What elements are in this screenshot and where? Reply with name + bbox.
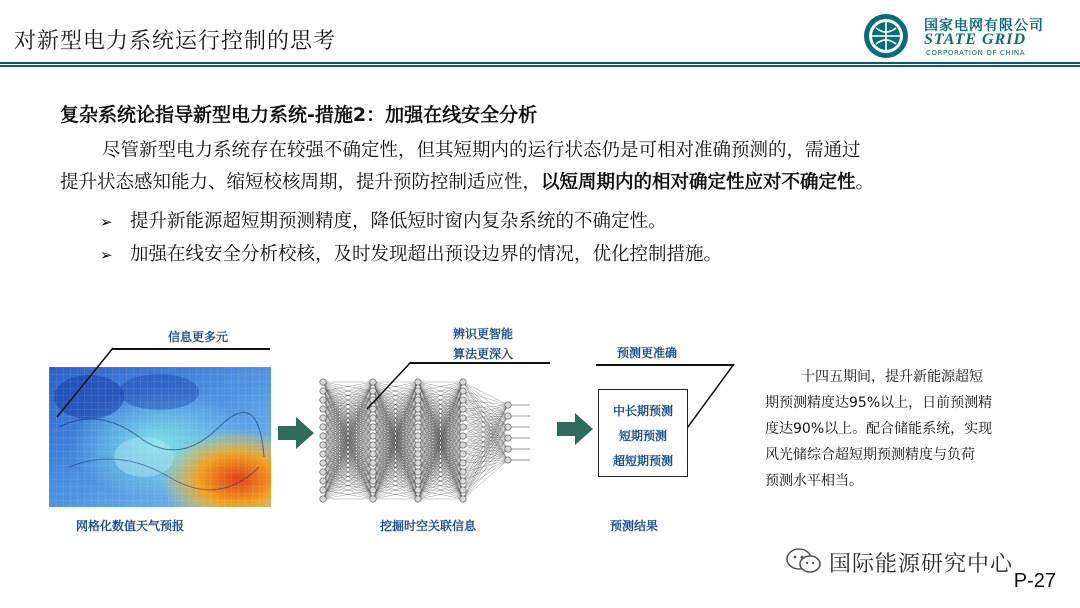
logo-cn-text: 国家电网有限公司 <box>924 18 1044 34</box>
bullet-text: 加强在线安全分析校核，及时发现超出预设边界的情况，优化控制措施。 <box>130 244 723 265</box>
bullet-text: 提升新能源超短期预测精度，降低短时窗内复杂系统的不确定性。 <box>130 211 667 232</box>
note-line: 风光储综合超短期预测精度与负荷 <box>765 447 975 463</box>
nn-node <box>460 496 466 502</box>
bullet-arrow-icon: ➢ <box>100 213 113 231</box>
nn-node <box>460 460 466 466</box>
mining-label: 挖掘时空关联信息 <box>380 519 477 533</box>
nn-node <box>505 446 511 452</box>
nn-node <box>415 415 421 421</box>
nn-node <box>370 460 376 466</box>
nn-node <box>415 379 421 385</box>
page-title: 对新型电力系统运行控制的思考 <box>14 29 337 54</box>
header-divider <box>0 62 1080 67</box>
nn-node <box>370 442 376 448</box>
state-grid-emblem-icon <box>862 12 910 60</box>
result-label: 预测结果 <box>610 519 659 533</box>
prediction-item: 中长期预测 <box>612 404 673 418</box>
nn-node <box>320 406 326 412</box>
callout-diagonal <box>365 361 413 411</box>
prediction-item: 短期预测 <box>618 429 667 443</box>
nn-node <box>415 487 421 493</box>
nn-node <box>370 415 376 421</box>
nn-node <box>415 424 421 430</box>
state-grid-logo <box>862 12 1072 58</box>
nn-node <box>370 496 376 502</box>
nn-node <box>460 415 466 421</box>
neural-network-graphic <box>283 360 563 512</box>
nn-node <box>320 379 326 385</box>
nn-node <box>460 433 466 439</box>
note-line: 十四五期间，提升新能源超短 <box>801 369 983 385</box>
nn-node <box>415 460 421 466</box>
nn-node <box>370 478 376 484</box>
nn-node <box>460 406 466 412</box>
wechat-icon <box>785 547 823 575</box>
nn-node <box>415 469 421 475</box>
logo-en-text: STATE GRID <box>924 31 1027 48</box>
nn-node <box>460 469 466 475</box>
nn-node <box>415 406 421 412</box>
callout-diagonal <box>680 363 736 437</box>
watermark-text: 国际能源研究中心 <box>829 552 1014 577</box>
nn-node <box>460 478 466 484</box>
nn-node <box>370 451 376 457</box>
nn-node <box>460 451 466 457</box>
nn-node <box>320 451 326 457</box>
note-line: 预测水平相当。 <box>765 473 863 489</box>
paragraph-line-2-normal: 提升状态感知能力、缩短校核周期，提升预防控制适应性， <box>60 172 542 193</box>
nn-node <box>320 478 326 484</box>
nn-node <box>460 397 466 403</box>
callout-line <box>410 362 550 364</box>
nn-node <box>370 487 376 493</box>
bullet-item <box>100 240 722 266</box>
nn-node <box>370 469 376 475</box>
nn-node <box>320 496 326 502</box>
nn-node <box>320 415 326 421</box>
nn-node <box>415 433 421 439</box>
nn-node <box>415 397 421 403</box>
identification-label-2: 算法更深入 <box>453 347 514 361</box>
paragraph-line-2-end: 。 <box>855 172 875 193</box>
neural-network-diagram <box>283 360 563 512</box>
nn-node <box>370 424 376 430</box>
logo-sub-text: CORPORATION OF CHINA <box>926 49 1026 57</box>
callout-diagonal <box>55 347 115 419</box>
nn-node <box>320 397 326 403</box>
section-title: 复杂系统论指导新型电力系统-措施2：加强在线安全分析 <box>60 104 538 126</box>
nn-node <box>460 379 466 385</box>
identification-label-1: 辨识更智能 <box>453 327 514 341</box>
nn-node <box>460 388 466 394</box>
paragraph-line-2-bold: 以短周期内的相对确定性应对不确定性 <box>541 172 856 193</box>
nn-node <box>320 469 326 475</box>
nn-node <box>415 442 421 448</box>
nn-node <box>505 435 511 441</box>
nn-node <box>320 424 326 430</box>
accuracy-label: 预测更准确 <box>617 346 678 360</box>
paragraph-line-2 <box>60 167 1060 199</box>
prediction-box <box>598 389 688 477</box>
nn-node <box>320 388 326 394</box>
note-line: 度达90%以上。配合储能系统，实现 <box>765 421 993 437</box>
nn-node <box>505 424 511 430</box>
nn-node <box>460 442 466 448</box>
nn-node <box>320 433 326 439</box>
side-note <box>765 364 1065 494</box>
nn-node <box>505 413 511 419</box>
nn-node <box>460 424 466 430</box>
nn-node <box>415 451 421 457</box>
bullet-arrow-icon: ➢ <box>100 246 113 264</box>
nn-node <box>505 457 511 463</box>
nn-node <box>320 487 326 493</box>
page-number: P-27 <box>1013 570 1056 592</box>
nn-node <box>415 388 421 394</box>
nn-node <box>415 478 421 484</box>
nwp-label: 网格化数值天气预报 <box>76 519 185 533</box>
nn-node <box>415 496 421 502</box>
flow-arrow-icon <box>557 413 593 445</box>
callout-line <box>112 348 270 350</box>
intro-paragraph <box>60 135 1060 199</box>
note-line: 期预测精度达95%以上，日前预测精 <box>765 395 993 411</box>
nn-node <box>320 442 326 448</box>
paragraph-line-1: 尽管新型电力系统存在较强不确定性，但其短期内的运行状态仍是可相对准确预测的，需通过 <box>102 140 861 161</box>
nn-node <box>370 433 376 439</box>
info-label: 信息更多元 <box>168 330 229 344</box>
nn-node <box>505 402 511 408</box>
bullet-item <box>100 207 667 233</box>
nn-node <box>320 460 326 466</box>
prediction-item: 超短期预测 <box>612 454 673 468</box>
nn-node <box>460 487 466 493</box>
